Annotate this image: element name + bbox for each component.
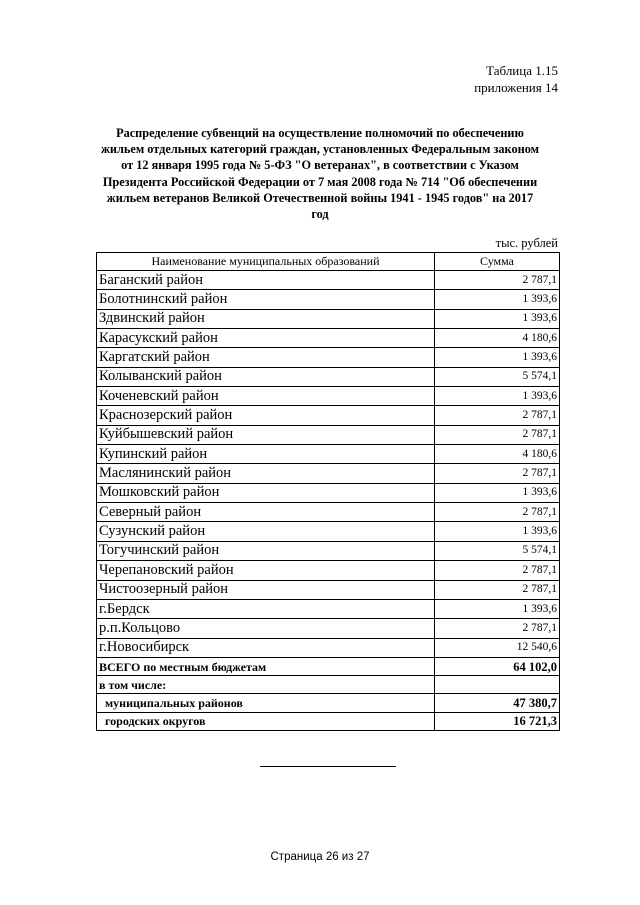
subvention-amount: 1 393,6 — [435, 387, 560, 406]
municipality-name: Колыванский район — [97, 367, 435, 386]
subvention-amount: 1 393,6 — [435, 599, 560, 618]
subvention-amount: 2 787,1 — [435, 464, 560, 483]
total-amount: 16 721,3 — [435, 712, 560, 730]
subvention-amount: 1 393,6 — [435, 483, 560, 502]
table-row — [97, 522, 560, 541]
total-label: муниципальных районов — [97, 694, 435, 712]
separator-line — [260, 766, 396, 767]
column-header-sum: Сумма — [435, 253, 560, 271]
municipality-name: Сузунский район — [97, 522, 435, 541]
subvention-amount: 2 787,1 — [435, 561, 560, 580]
document-title: Распределение субвенций на осуществление полномочий по обеспечению жильем отдельных категорий граждан, установленных Федеральным законом от 12 января 1995 года № 5-ФЗ "О ветеранах", в соответствии с Указом Президента Российской Федерации от 7 мая 2008 года № 714 "Об обеспечении жильем ветеранов Великой Отечественной войны 1941 - 1945 годов" на 2017 год — [100, 126, 540, 222]
municipality-name: Баганский район — [97, 271, 435, 290]
table-row — [97, 541, 560, 560]
subvention-amount: 5 574,1 — [435, 367, 560, 386]
table-row — [97, 638, 560, 657]
table-row — [97, 367, 560, 386]
table-row — [97, 619, 560, 638]
table-row — [97, 329, 560, 348]
municipality-name: Северный район — [97, 503, 435, 522]
table-row — [97, 464, 560, 483]
total-amount: 64 102,0 — [435, 657, 560, 675]
total-label: в том числе: — [97, 676, 435, 694]
subvention-table — [96, 252, 560, 731]
total-row — [97, 694, 560, 712]
municipality-name: г.Бердск — [97, 599, 435, 618]
table-row — [97, 425, 560, 444]
subvention-amount: 1 393,6 — [435, 348, 560, 367]
municipality-name: Каргатский район — [97, 348, 435, 367]
municipality-name: Черепановский район — [97, 561, 435, 580]
column-header-name: Наименование муниципальных образований — [97, 253, 435, 271]
municipality-name: Куйбышевский район — [97, 425, 435, 444]
table-row — [97, 599, 560, 618]
municipality-name: Чистоозерный район — [97, 580, 435, 599]
subvention-amount: 2 787,1 — [435, 271, 560, 290]
total-amount — [435, 676, 560, 694]
municipality-name: Краснозерский район — [97, 406, 435, 425]
subvention-amount: 2 787,1 — [435, 580, 560, 599]
table-row — [97, 348, 560, 367]
table-row — [97, 561, 560, 580]
subvention-amount: 2 787,1 — [435, 425, 560, 444]
table-row — [97, 271, 560, 290]
table-row — [97, 309, 560, 328]
table-row — [97, 483, 560, 502]
total-label: городских округов — [97, 712, 435, 730]
table-row — [97, 387, 560, 406]
municipality-name: Мошковский район — [97, 483, 435, 502]
table-reference: Таблица 1.15 — [486, 63, 558, 78]
appendix-reference: приложения 14 — [474, 80, 558, 95]
table-row — [97, 290, 560, 309]
subvention-amount: 4 180,6 — [435, 445, 560, 464]
municipality-name: Коченевский район — [97, 387, 435, 406]
table-row — [97, 406, 560, 425]
subvention-amount: 2 787,1 — [435, 503, 560, 522]
subvention-amount: 1 393,6 — [435, 522, 560, 541]
total-amount: 47 380,7 — [435, 694, 560, 712]
municipality-name: Здвинский район — [97, 309, 435, 328]
subvention-amount: 5 574,1 — [435, 541, 560, 560]
total-row — [97, 657, 560, 675]
table-header-row — [97, 253, 560, 271]
municipality-name: Тогучинский район — [97, 541, 435, 560]
subvention-amount: 1 393,6 — [435, 309, 560, 328]
municipality-name: Карасукский район — [97, 329, 435, 348]
total-row — [97, 712, 560, 730]
municipality-name: г.Новосибирск — [97, 638, 435, 657]
subvention-amount: 4 180,6 — [435, 329, 560, 348]
table-row — [97, 445, 560, 464]
subvention-amount: 12 540,6 — [435, 638, 560, 657]
page-number: Страница 26 из 27 — [270, 851, 370, 863]
subvention-amount: 2 787,1 — [435, 406, 560, 425]
total-row — [97, 676, 560, 694]
municipality-name: Купинский район — [97, 445, 435, 464]
municipality-name: Маслянинский район — [97, 464, 435, 483]
total-label: ВСЕГО по местным бюджетам — [97, 657, 435, 675]
subvention-amount: 1 393,6 — [435, 290, 560, 309]
table-row — [97, 503, 560, 522]
units-label: тыс. рублей — [495, 236, 558, 250]
municipality-name: Болотнинский район — [97, 290, 435, 309]
municipality-name: р.п.Кольцово — [97, 619, 435, 638]
table-row — [97, 580, 560, 599]
subvention-amount: 2 787,1 — [435, 619, 560, 638]
